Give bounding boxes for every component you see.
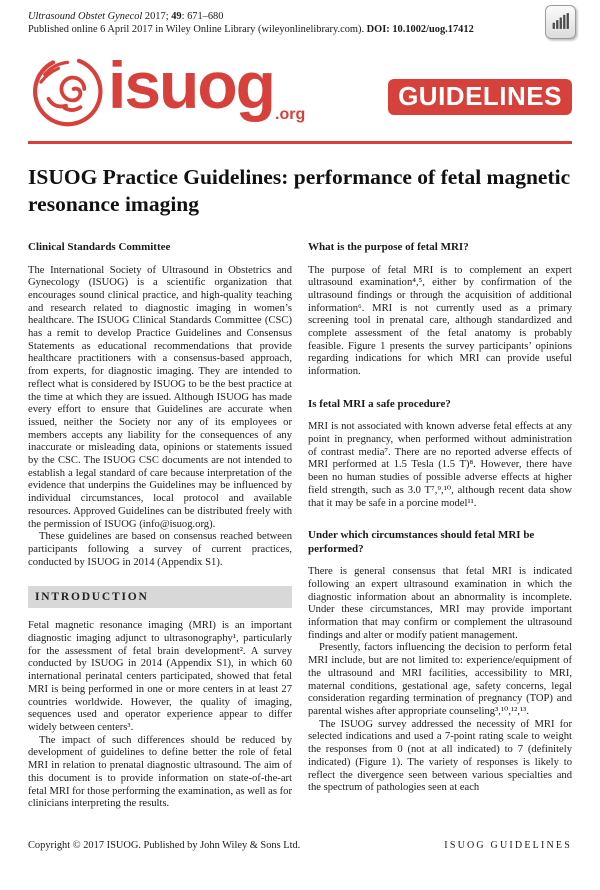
isuog-logo: [28, 48, 306, 130]
paragraph: The ISUOG survey addressed the necessity of MRI for selected indications and used a 7-point rating scale to weight the responses from 0 (not at all indicated) to 7 (definitely indicated) (Figure 1). The variety of responses is likely to reflect the divergence seen between various specialties and the spectrum of pathologies seen at each: [308, 718, 572, 794]
footer-guidelines-label: ISUOG GUIDELINES: [444, 840, 572, 851]
paragraph: Presently, factors influencing the decision to perform fetal MRI include, but are not limited to: experience/equipment of the ultrasound and MRI facilities, accessibility to MRI, maternal conditions, gestational age, safety concerns, legal consideration regarding termination of pregnancy (TOP) and parental wishes after appropriate counseling³,¹⁰,¹²,¹³.: [308, 642, 572, 717]
citation-pages: : 671–680: [181, 11, 224, 22]
citation-volume: 49: [171, 11, 182, 22]
section-heading-safety: Is fetal MRI a safe procedure?: [308, 397, 451, 410]
logo-wordmark: isuog: [108, 48, 274, 122]
red-divider: [28, 141, 572, 144]
page-footer: [28, 840, 572, 851]
left-column: [28, 241, 292, 811]
published-text: Published online 6 April 2017 in Wiley Online Library (wileyonlinelibrary.com).: [28, 24, 365, 36]
bar-chart-icon: [550, 10, 571, 35]
journal-citation-line: [28, 10, 530, 23]
article-body: [28, 241, 572, 811]
brand-row: [28, 48, 572, 138]
article-title: ISUOG Practice Guidelines: performance of fetal magnetic resonance imaging: [28, 165, 571, 216]
fetus-icon: [28, 54, 104, 130]
doi-text: DOI: 10.1002/uog.17412: [366, 24, 474, 36]
paragraph: MRI is not associated with known adverse fetal effects at any point in pregnancy, when performed without administration of contrast media⁷. There are no reported adverse effects of MRI performed at 1.5 Tesla (1.5 T)⁸. However, there have been no human studies of possible adverse effects at higher field strength, such as 3.0 T⁷,⁹,¹⁰, although recent data show that it may be safe in a porcine model¹¹.: [308, 421, 572, 509]
paragraph: The impact of such differences should be reduced by development of guidelines to define better the role of fetal MRI in relation to prenatal diagnostic ultrasound. The aim of this document is to provide information on state-of-the-art fetal MRI for those performing the examination, as well as for clinicians interpreting the results.: [28, 734, 292, 810]
section-heading-clinical-standards: Clinical Standards Committee: [28, 241, 171, 253]
footer-copyright: Copyright © 2017 ISUOG. Published by John Wiley & Sons Ltd.: [28, 840, 301, 851]
section-safety: [308, 398, 572, 510]
section-heading-circumstances: Under which circumstances should fetal MRI be performed?: [308, 529, 535, 555]
section-heading-purpose: What is the purpose of fetal MRI?: [308, 241, 469, 253]
header-citation-block: [28, 10, 530, 36]
right-column: [308, 241, 572, 811]
published-line: [28, 23, 530, 36]
metrics-button[interactable]: [545, 5, 576, 39]
paragraph: These guidelines are based on consensus reached between participants following a survey of current practices, conducted by ISUOG in 2014 (Appendix S1).: [28, 531, 292, 568]
paragraph: The purpose of fetal MRI is to complement an expert ultrasound examination⁴,⁵, either by confirmation of the ultrasound findings or through the acquisition of additional information⁶. MRI is not currently used as a primary screening tool in prenatal care, although standardized and complete assessment of the fetal anatomy is probably feasible. Figure 1 presents the survey participants’ opinions regarding indications for which MRI can provide useful information.: [308, 264, 572, 378]
logo-org-suffix: .org: [275, 106, 306, 123]
paragraph: The International Society of Ultrasound in Obstetrics and Gynecology (ISUOG) is a scientific organization that encourages sound clinical practice, and high-quality teaching and research related to diagnostic imaging in women’s healthcare. The ISUOG Clinical Standards Committee (CSC) has a remit to develop Practice Guidelines and Consensus Statements as educational recommendations that provide healthcare practitioners with a consensus-based approach, from experts, for diagnostic imaging. They are intended to reflect what is considered by ISUOG to be the best practice at the time at which they are issued. Although ISUOG has made every effort to ensure that Guidelines are accurate when issued, neither the Society nor any of its employees or members accepts any liability for the consequences of any inaccurate or misleading data, opinions or statements issued by the CSC. The ISUOG CSC documents are not intended to establish a legal standard of care because interpretation of the evidence that underpins the Guidelines may be influenced by individual circumstances, local protocol and available resources. Approved Guidelines can be distributed freely with the permission of ISUOG (info@isuog.org).: [28, 264, 292, 530]
guidelines-badge: GUIDELINES: [388, 79, 572, 115]
section-circumstances: [308, 529, 572, 795]
section-purpose: [308, 241, 572, 379]
citation-year: 2017;: [144, 11, 169, 22]
paragraph: There is general consensus that fetal MRI is indicated following an expert ultrasound examination in which the diagnostic information about an abnormality is incomplete. Under these circumstances, MRI may provide important information that may confirm or complement the ultrasound findings and alter or modify patient management.: [308, 566, 572, 641]
introduction-heading: INTRODUCTION: [28, 586, 292, 608]
paragraph: Fetal magnetic resonance imaging (MRI) is an important diagnostic imaging adjunct to ultrasonography¹, particularly for the assessment of fetal brain development². A survey conducted by ISUOG in 2014 (Appendix S1), in which 60 international perinatal centers participated, showed that fetal MRI is being performed in one or more centers in at least 27 countries worldwide. However, the quality of imaging, sequences used and operator experience appear to differ widely between centers³.: [28, 620, 292, 733]
journal-name: Ultrasound Obstet Gynecol: [28, 11, 143, 22]
